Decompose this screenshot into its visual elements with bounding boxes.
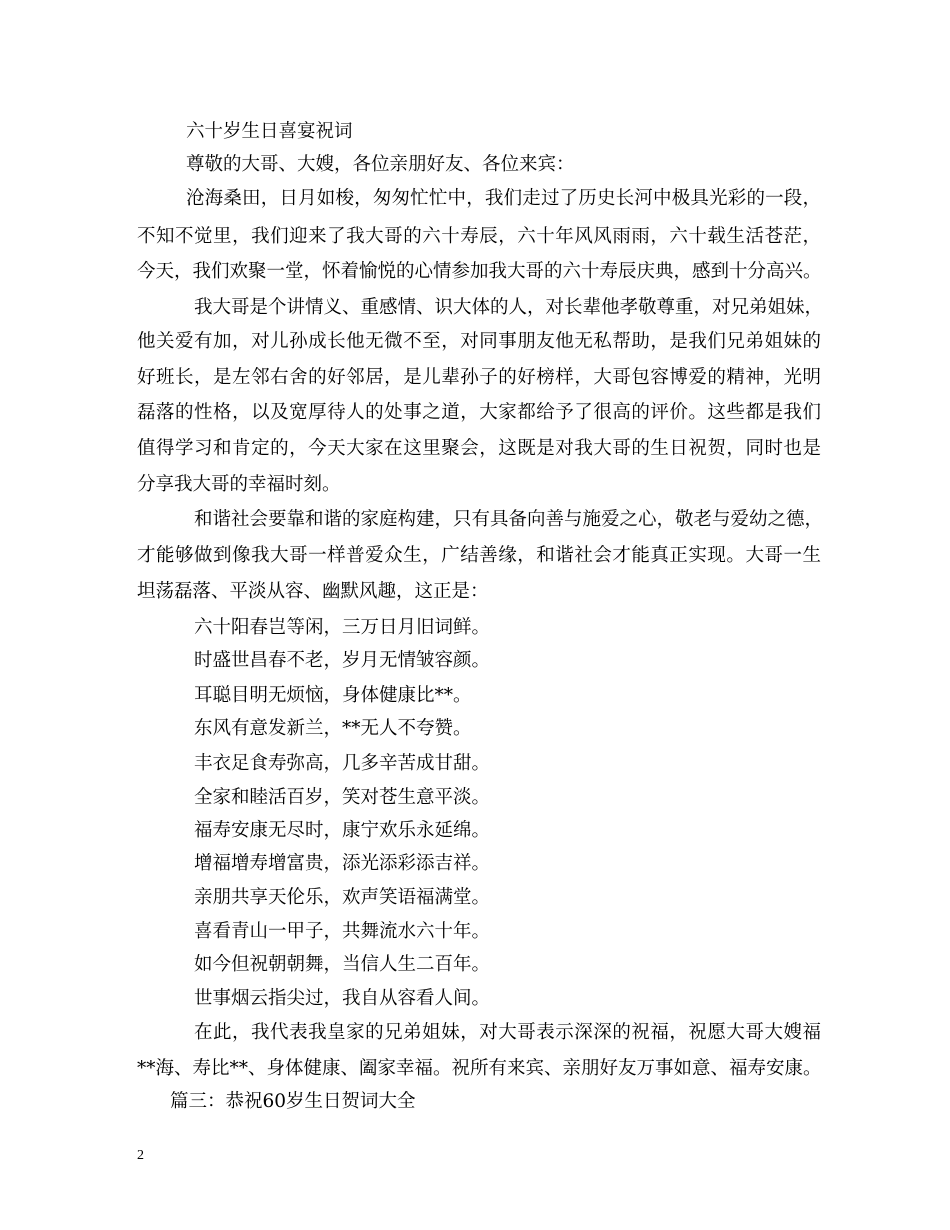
poem-line: 喜看青山一甲子，共舞流水六十年。: [194, 921, 491, 942]
paragraph-2-line: 值得学习和肯定的，今天大家在这里聚会，这既是对我大哥的生日祝贺，同时也是: [137, 438, 821, 459]
salutation: 尊敬的大哥、大嫂，各位亲朋好友、各位来宾：: [186, 154, 575, 175]
poem-line: 时盛世昌春不老，岁月无情皱容颜。: [194, 650, 491, 671]
poem-line: 福寿安康无尽时，康宁欢乐永延绵。: [194, 820, 491, 841]
poem-line: 如今但祝朝朝舞，当信人生二百年。: [194, 954, 491, 975]
poem-line: 东风有意发新兰，**无人不夸赞。: [194, 718, 472, 739]
paragraph-2-line: 我大哥是个讲情义、重感情、识大体的人，对长辈他孝敬尊重，对兄弟姐妹，: [194, 297, 824, 318]
poem-line: 亲朋共享天伦乐，欢声笑语福满堂。: [194, 887, 491, 908]
paragraph-2-line: 分享我大哥的幸福时刻。: [137, 474, 341, 495]
paragraph-3-line: 坦荡磊落、平淡从容、幽默风趣，这正是：: [137, 581, 489, 602]
paragraph-1-line: 沧海桑田，日月如梭，匆匆忙忙中，我们走过了历史长河中极具光彩的一段，: [186, 188, 821, 209]
paragraph-1-line: 今天，我们欢聚一堂，怀着愉悦的心情参加我大哥的六十寿辰庆典，感到十分高兴。: [137, 261, 822, 282]
poem-line: 耳聪目明无烦恼，身体健康比**。: [194, 685, 472, 706]
paragraph-4-line: **海、寿比**、身体健康、阖家幸福。祝所有来宾、亲朋好友万事如意、福寿安康。: [137, 1058, 822, 1079]
document-title: 六十岁生日喜宴祝词: [186, 121, 353, 142]
paragraph-3-line: 才能够做到像我大哥一样普爱众生，广结善缘，和谐社会才能真正实现。大哥一生: [137, 545, 821, 566]
paragraph-3-line: 和谐社会要靠和谐的家庭构建，只有具备向善与施爱之心，敬老与爱幼之德，: [194, 509, 824, 530]
poem-line: 增福增寿增富贵，添光添彩添吉祥。: [194, 853, 491, 874]
page-number: 2: [137, 1148, 144, 1163]
poem-line: 六十阳春岂等闲，三万日月旧词鲜。: [194, 617, 491, 638]
poem-line: 全家和睦活百岁，笑对苍生意平淡。: [194, 787, 491, 808]
paragraph-1-line: 不知不觉里，我们迎来了我大哥的六十寿辰，六十年风风雨雨，六十载生活苍茫，: [137, 226, 821, 247]
poem-line: 丰衣足食寿弥高，几多辛苦成甘甜。: [194, 753, 491, 774]
paragraph-2-line: 好班长，是左邻右舍的好邻居，是儿辈孙子的好榜样，大哥包容博爱的精神，光明: [137, 367, 821, 388]
paragraph-2-line: 磊落的性格，以及宽厚待人的处事之道，大家都给予了很高的评价。这些都是我们: [137, 402, 821, 423]
paragraph-4-line: 在此，我代表我皇家的兄弟姐妹，对大哥表示深深的祝福，祝愿大哥大嫂福: [194, 1022, 821, 1043]
section-heading: 篇三：恭祝60岁生日贺词大全: [170, 1091, 416, 1112]
paragraph-2-line: 他关爱有加，对儿孙成长他无微不至，对同事朋友他无私帮助，是我们兄弟姐妹的: [137, 331, 821, 352]
poem-line: 世事烟云指尖过，我自从容看人间。: [194, 988, 491, 1009]
